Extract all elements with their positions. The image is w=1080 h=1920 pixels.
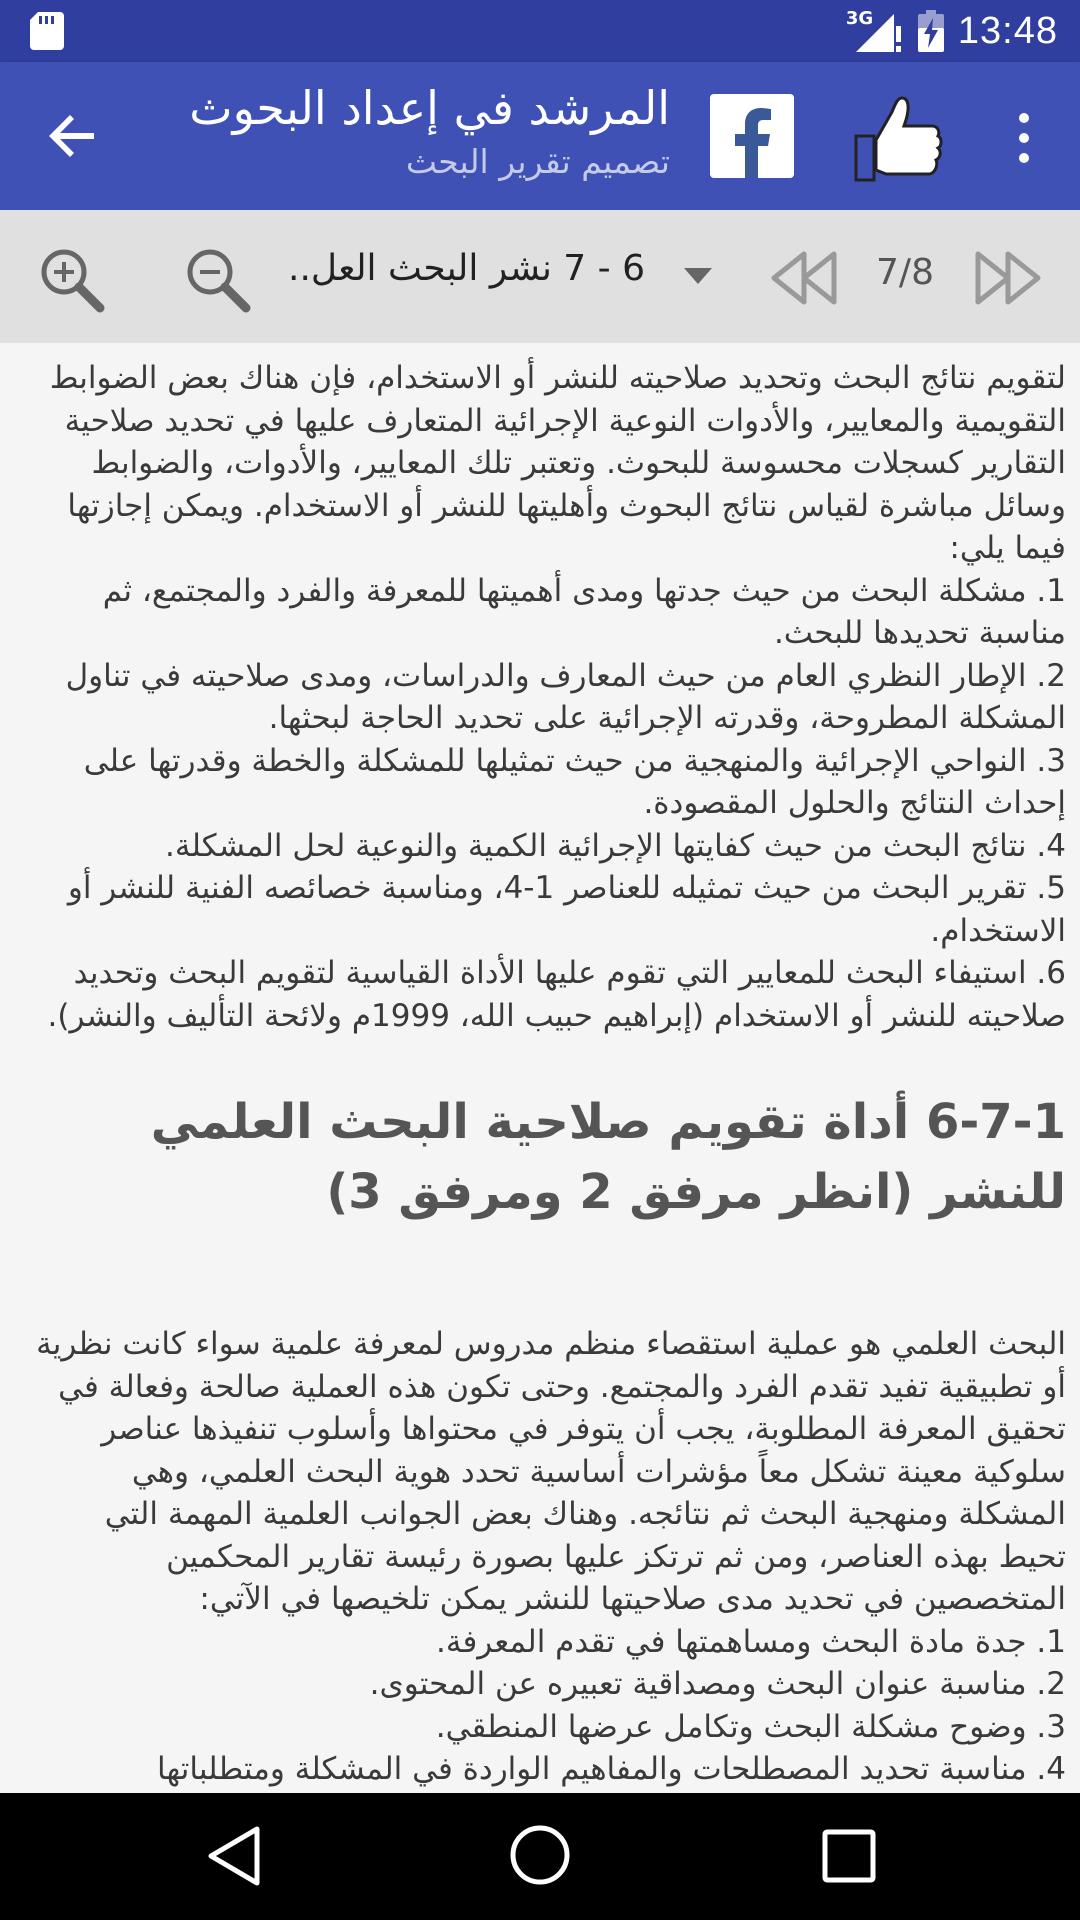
list-item: 3. وضوح مشكلة البحث وتكامل عرضها المنطقي. — [435, 1708, 1066, 1745]
list-item: 2. الإطار النظري العام من حيث المعارف والدراسات، ومدى صلاحيته في تناول المشكلة المطروحة، وقدرته الإجرائية على تحديد الحاجة لبحثها. — [65, 657, 1066, 736]
app-subtitle: تصميم تقرير البحث — [405, 142, 670, 181]
nav-back-icon[interactable] — [205, 1825, 265, 1887]
reader-toolbar — [0, 210, 1080, 343]
rewind-icon[interactable] — [770, 250, 838, 306]
document-content[interactable] — [0, 343, 1080, 1793]
overflow-menu-icon[interactable] — [1004, 108, 1044, 168]
status-bar — [0, 0, 1080, 62]
list-item: 2. مناسبة عنوان البحث ومصداقية تعبيره عن المحتوى. — [369, 1666, 1066, 1702]
list-item: 1. جدة مادة البحث ومساهمتها في تقدم المعرفة. — [435, 1623, 1066, 1660]
section-heading: 6-7-1 أداة تقويم صلاحية البحث العلمي للنشر (انظر مرفق 2 ومرفق 3) — [150, 1094, 1066, 1220]
system-nav-bar — [0, 1793, 1080, 1920]
criteria-list — [30, 570, 1066, 1038]
list-item: 4. نتائج البحث من حيث كفايتها الإجرائية الكمية والنوعية لحل المشكلة. — [165, 827, 1066, 864]
title-block — [150, 78, 670, 186]
list-item: 4. مناسبة تحديد المصطلحات والمفاهيم الواردة في المشكلة ومتطلباتها — [157, 1751, 1066, 1787]
chapter-select[interactable] — [288, 240, 720, 312]
app-bar — [0, 62, 1080, 210]
facebook-icon[interactable] — [710, 94, 794, 178]
back-arrow-icon[interactable] — [44, 106, 104, 166]
chapter-label: 6 - 7 نشر البحث العل.. — [288, 248, 645, 289]
body-paragraph: البحث العلمي هو عملية استقصاء منظم مدروس لمعرفة علمية سواء كانت نظرية أو تطبيقية تفيد تقدم الفرد والمجتمع. وحتى تكون هذه العملية صالحة وفعالة في تحقيق المعرفة المطلوبة، يجب أن يتوفر في محتواها وأسلوب تنفيذها عناصر سلوكية معينة تشكل معاً مؤشرات أساسية تحدد هوية البحث العلمي، وهي المشكلة ومنهجية البحث ثم نتائجه. وهناك بعض الجوانب العلمية المهمة التي تحيط بهذه العناصر، ومن ثم ترتكز عليها بصورة رئيسة تقارير المحكمين المتخصصين في تحديد مدى صلاحيتها للنشر يمكن تلخيصها في الآتي: — [36, 1326, 1066, 1617]
zoom-out-icon[interactable] — [184, 246, 254, 316]
fast-forward-icon[interactable] — [974, 250, 1042, 306]
intro-paragraph: لتقويم نتائج البحث وتحديد صلاحيته للنشر أو الاستخدام، فإن هناك بعض الضوابط التقويمية والمعايير، والأدوات النوعية الإجرائية المتعارف عليها في تحديد صلاحية التقارير كسجلات محسوسة للبحوث. وتعتبر تلك المعايير، والأدوات، والضوابط وسائل مباشرة لقياس نتائج البحوث وأهليتها للنشر أو الاستخدام. ويمكن إجازتها فيما يلي: — [49, 360, 1066, 566]
list-item: 1. مشكلة البحث من حيث جدتها ومدى أهميتها للمعرفة والفرد والمجتمع، ثم مناسبة تحديدها للبحث. — [102, 572, 1066, 651]
chevron-down-icon — [678, 256, 718, 296]
list-item: 3. النواحي الإجرائية والمنهجية من حيث تمثيلها للمشكلة والخطة وقدرتها على إحداث النتائج والحلول المقصودة. — [83, 742, 1066, 821]
sd-card-icon — [30, 12, 64, 50]
status-clock: 13:48 — [957, 9, 1058, 52]
points-list — [30, 1621, 1066, 1791]
list-item: 5. تقرير البحث من حيث تمثيله للعناصر 1-4، ومناسبة خصائصه الفنية للنشر أو الاستخدام. — [67, 870, 1066, 949]
signal-icon — [846, 8, 904, 54]
network-type: 3G — [845, 8, 874, 29]
battery-charging-icon — [918, 10, 944, 52]
thumbs-up-icon[interactable] — [852, 92, 944, 184]
nav-recents-icon[interactable] — [822, 1829, 876, 1883]
zoom-in-icon[interactable] — [38, 246, 108, 316]
app-title: المرشد في إعداد البحوث — [189, 81, 670, 135]
list-item: 6. استيفاء البحث للمعايير التي تقوم عليها الأداة القياسية لتقويم البحث وتحديد صلاحيته للنشر أو الاستخدام (إبراهيم حبيب الله، 1999م ولائحة التأليف والنشر). — [47, 955, 1066, 1034]
page-indicator: 7/8 — [876, 252, 934, 293]
nav-home-icon[interactable] — [508, 1823, 572, 1887]
